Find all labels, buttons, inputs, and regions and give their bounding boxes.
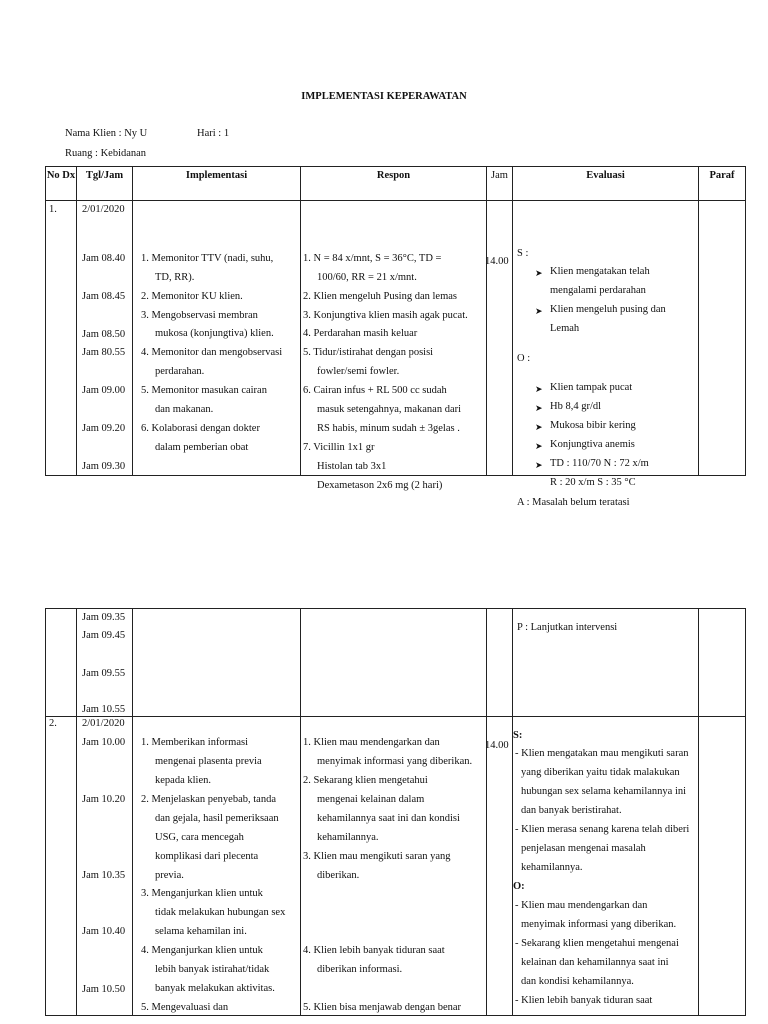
arrow-bullet-icon: ➤ — [535, 422, 543, 432]
eval-plan: P : Lanjutkan intervensi — [517, 622, 618, 633]
row-number: 2. — [49, 718, 57, 729]
eval-line: TD : 110/70 N : 72 x/m — [550, 458, 649, 469]
impl-line: dan gejala, hasil pemeriksaan — [155, 813, 279, 824]
impl-line: 1. Memonitor TTV (nadi, suhu, — [141, 253, 274, 264]
table-row — [46, 201, 746, 476]
impl-line: lebih banyak istirahat/tidak — [155, 964, 270, 975]
time-entry: Jam 10.00 — [82, 737, 126, 748]
header-row — [46, 167, 746, 201]
row-date: 2/01/2020 — [82, 718, 125, 729]
arrow-bullet-icon: ➤ — [535, 460, 543, 470]
eval-line: Klien tampak pucat — [550, 382, 633, 393]
impl-line: mengenai plasenta previa — [155, 756, 262, 767]
impl-line: 2. Memonitor KU klien. — [141, 291, 243, 302]
respon-line: menyimak informasi yang diberikan. — [317, 756, 473, 767]
time-entry: Jam 10.35 — [82, 870, 126, 881]
time-entry: Jam 08.50 — [82, 329, 126, 340]
eval-line: Hb 8,4 gr/dl — [550, 401, 602, 412]
respon-line: 1. Klien mau mendengarkan dan — [303, 737, 440, 748]
respon-line: 5. Tidur/istirahat dengan posisi — [303, 347, 434, 358]
header-paraf: Paraf — [699, 167, 746, 201]
header-date: Tgl/Jam — [77, 167, 133, 201]
eval-line: hubungan sex selama kehamilannya ini — [521, 786, 687, 797]
impl-line: 2. Menjelaskan penyebab, tanda — [141, 794, 276, 805]
arrow-bullet-icon: ➤ — [535, 268, 543, 278]
eval-subjective-label: S : — [517, 248, 529, 259]
eval-subjective-label: S: — [513, 730, 523, 741]
respon-line: 2. Klien mengeluh Pusing dan lemas — [303, 291, 457, 302]
impl-line: 4. Menganjurkan klien untuk — [141, 945, 263, 956]
eval-line: Lemah — [550, 323, 580, 334]
eval-line: mengalami perdarahan — [550, 285, 646, 296]
time-entry: Jam 09.00 — [82, 385, 126, 396]
impl-line: 4. Memonitor dan mengobservasi — [141, 347, 283, 358]
impl-line: 6. Kolaborasi dengan dokter — [141, 423, 260, 434]
implementation-table-1 — [45, 166, 746, 508]
respon-line: Histolan tab 3x1 — [317, 461, 387, 472]
impl-line: tidak melakukan hubungan sex — [155, 907, 286, 918]
header-respon: Respon — [301, 167, 487, 201]
time-entry: Jam 08.40 — [82, 253, 126, 264]
header-jam: Jam — [487, 167, 513, 201]
eval-line: - Klien mau mendengarkan dan — [515, 900, 648, 911]
time-entry: Jam 09.45 — [82, 630, 126, 641]
row-number: 1. — [49, 204, 57, 215]
patient-name: Nama Klien : Ny U — [65, 128, 148, 139]
respon-line: 6. Cairan infus + RL 500 cc sudah — [303, 385, 447, 396]
jam-value: 14.00 — [485, 740, 509, 751]
eval-line: dan banyak beristirahat. — [521, 805, 622, 816]
eval-line: kelainan dan kehamilannya saat ini — [521, 957, 669, 968]
impl-line: previa. — [155, 870, 184, 881]
eval-line: yang diberikan yaitu tidak malakukan — [521, 767, 680, 778]
room-label: Ruang : Kebidanan — [65, 148, 147, 159]
respon-line: Dexametason 2x6 mg (2 hari) — [317, 480, 443, 491]
arrow-bullet-icon: ➤ — [535, 441, 543, 451]
eval-line: Klien mengeluh pusing dan — [550, 304, 666, 315]
eval-line: - Sekarang klien mengetahui mengenai — [515, 938, 679, 949]
eval-line: menyimak informasi yang diberikan. — [521, 919, 677, 930]
respon-line: 4. Klien lebih banyak tiduran saat — [303, 945, 445, 956]
table-row — [46, 717, 746, 1016]
respon-line: 100/60, RR = 21 x/mnt. — [317, 272, 417, 283]
respon-line: 3. Klien mau mengikuti saran yang — [303, 851, 451, 862]
time-entry: Jam 08.45 — [82, 291, 126, 302]
impl-line: TD, RR). — [155, 272, 195, 283]
eval-line: R : 20 x/m S : 35 °C — [550, 477, 636, 488]
time-entry: Jam 09.30 — [82, 461, 126, 472]
time-entry: Jam 10.40 — [82, 926, 126, 937]
time-entry: Jam 80.55 — [82, 347, 126, 358]
eval-line: Mukosa bibir kering — [550, 420, 636, 431]
header-evaluasi: Evaluasi — [513, 167, 699, 201]
document-title: IMPLEMENTASI KEPERAWATAN — [301, 91, 467, 102]
impl-line: komplikasi dari plecenta — [155, 851, 259, 862]
eval-line: Klien mengatakan telah — [550, 266, 650, 277]
jam-value: 14.00 — [485, 256, 509, 267]
arrow-bullet-icon: ➤ — [535, 306, 543, 316]
respon-line: 2. Sekarang klien mengetahui — [303, 775, 428, 786]
time-entry: Jam 10.20 — [82, 794, 126, 805]
arrow-bullet-icon: ➤ — [535, 384, 543, 394]
eval-line: Konjungtiva anemis — [550, 439, 635, 450]
impl-line: perdarahan. — [155, 366, 205, 377]
time-entry: Jam 09.35 — [82, 612, 126, 623]
impl-line: 5. Memonitor masukan cairan — [141, 385, 267, 396]
impl-line: 3. Menganjurkan klien untuk — [141, 888, 263, 899]
respon-line: mengenai kelainan dalam — [317, 794, 425, 805]
respon-line: diberikan. — [317, 870, 360, 881]
impl-line: selama kehamilan ini. — [155, 926, 247, 937]
implementation-table-2 — [45, 608, 746, 1016]
eval-assessment: A : Masalah belum teratasi — [517, 497, 630, 508]
respon-line: masuk setengahnya, makanan dari — [317, 404, 462, 415]
arrow-bullet-icon: ➤ — [535, 403, 543, 413]
time-entry: Jam 10.55 — [82, 704, 126, 715]
header-implementasi: Implementasi — [133, 167, 301, 201]
respon-line: 5. Klien bisa menjawab dengan benar — [303, 1002, 462, 1013]
impl-line: kepada klien. — [155, 775, 211, 786]
eval-line: dan kondisi kehamilannya. — [521, 976, 634, 987]
eval-objective-label: O : — [517, 353, 531, 364]
respon-line: 4. Perdarahan masih keluar — [303, 328, 418, 339]
row-date: 2/01/2020 — [82, 204, 125, 215]
impl-line: mukosa (konjungtiva) klien. — [155, 328, 274, 339]
time-entry: Jam 09.55 — [82, 668, 126, 679]
impl-line: 1. Memberikan informasi — [141, 737, 249, 748]
header-no-dx: No Dx — [46, 167, 77, 201]
table-row — [46, 609, 746, 717]
respon-line: 3. Konjungtiva klien masih agak pucat. — [303, 310, 468, 321]
time-entry: Jam 10.50 — [82, 984, 126, 995]
day-label: Hari : 1 — [197, 128, 230, 139]
eval-line: - Klien lebih banyak tiduran saat — [515, 995, 653, 1006]
respon-line: kehamilannya saat ini dan kondisi — [317, 813, 460, 824]
impl-line: 5. Mengevaluasi dan — [141, 1002, 229, 1013]
respon-line: 7. Vicillin 1x1 gr — [303, 442, 375, 453]
eval-line: penjelasan mengenai masalah — [521, 843, 646, 854]
impl-line: dalam pemberian obat — [155, 442, 249, 453]
impl-line: 3. Mengobservasi membran — [141, 310, 258, 321]
respon-line: 1. N = 84 x/mnt, S = 36°C, TD = — [303, 253, 442, 264]
eval-line: - Klien merasa senang karena telah diberi — [515, 824, 690, 835]
impl-line: USG, cara mencegah — [155, 832, 244, 843]
respon-line: kehamilannya. — [317, 832, 379, 843]
respon-line: diberikan informasi. — [317, 964, 403, 975]
impl-line: dan makanan. — [155, 404, 214, 415]
eval-line: - Klien mengatakan mau mengikuti saran — [515, 748, 689, 759]
respon-line: RS habis, minum sudah ± 3gelas . — [317, 423, 460, 434]
impl-line: banyak melakukan aktivitas. — [155, 983, 275, 994]
time-entry: Jam 09.20 — [82, 423, 126, 434]
respon-line: fowler/semi fowler. — [317, 366, 400, 377]
eval-line: kehamilannya. — [521, 862, 583, 873]
eval-objective-label: O: — [513, 881, 525, 892]
